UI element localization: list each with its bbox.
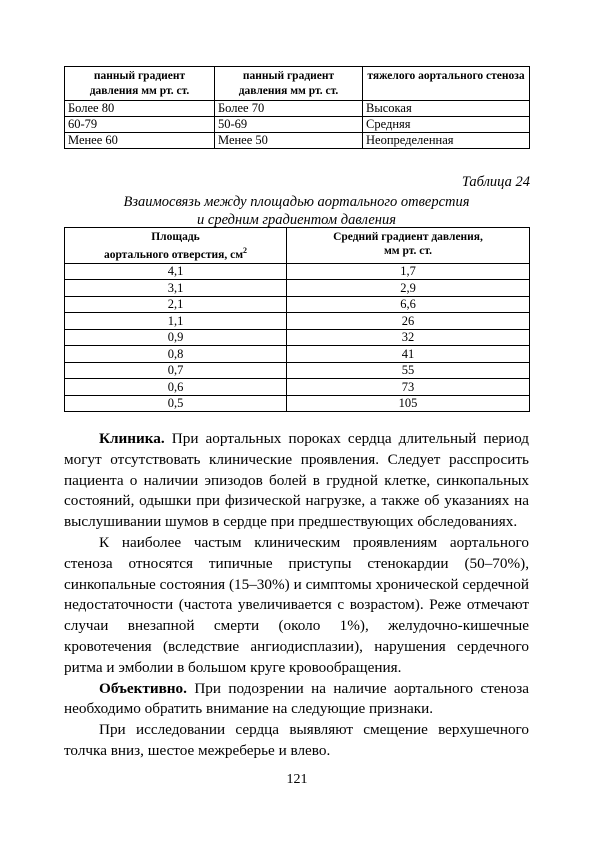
table-cell: Высокая [363, 101, 530, 117]
body-text [64, 429, 529, 762]
table-cell: 0,9 [65, 329, 287, 346]
table-cell: 0,5 [65, 395, 287, 412]
table-cell: Неопределенная [363, 133, 530, 149]
table-row [65, 296, 530, 313]
table-cell: Менее 60 [65, 133, 215, 149]
table-cell: 2,9 [287, 280, 530, 297]
table-header-cell: панный градиент давления мм рт. ст. [65, 67, 215, 101]
section-heading: Клиника. [99, 430, 165, 447]
gradient-severity-table [64, 66, 530, 149]
header-text: Площадь [151, 231, 200, 243]
table-cell: 2,1 [65, 296, 287, 313]
table-cell: 32 [287, 329, 530, 346]
table-row [65, 263, 530, 280]
table-cell: 60-79 [65, 117, 215, 133]
table-cell: 0,7 [65, 362, 287, 379]
header-text: аортального отверстия, см [103, 248, 244, 261]
table-header-cell: тяжелого аортального стеноза [363, 67, 530, 101]
paragraph-text: При подозрении на наличие аортального стеноза необходимо обратить внимание на следующие признаки. [64, 679, 529, 718]
table-title-line: Взаимосвязь между площадью аортального отверстия [123, 194, 470, 210]
table-cell: 6,6 [287, 296, 530, 313]
table-cell: 73 [287, 379, 530, 396]
table-cell: Менее 50 [215, 133, 363, 149]
table-header-row [65, 67, 530, 101]
table-cell: 0,6 [65, 379, 287, 396]
header-text: мм рт. ст. [383, 245, 433, 257]
table-cell: 105 [287, 395, 530, 412]
table-row [65, 395, 530, 412]
page-number: 121 [286, 772, 308, 787]
paragraph: При исследовании сердца выявляют смещение верхушечного толчка вниз, шестое межреберье и влево. [64, 721, 529, 759]
table-cell: 41 [287, 346, 530, 363]
paragraph-text: При аортальных пороках сердца длительный период могут отсутствовать клинические проявления. Следует расспросить пациента о наличии эпизодов болей в грудной клетке, синкопальных состояний, одышки при физической нагрузке, а также об указаниях на выслушивании шумов в сердце при предшествующих обследованиях. [64, 430, 529, 531]
table-row [65, 117, 530, 133]
header-text: Средний градиент давления, [333, 231, 483, 243]
paragraph [64, 429, 529, 533]
table-cell: Средняя [363, 117, 530, 133]
table-header-cell [287, 228, 530, 264]
header-superscript: 2 [243, 246, 248, 255]
table-cell: 3,1 [65, 280, 287, 297]
table-row [65, 329, 530, 346]
table-cell: 1,1 [65, 313, 287, 330]
table-cell: 50-69 [215, 117, 363, 133]
table-cell: 4,1 [65, 263, 287, 280]
table-row [65, 101, 530, 117]
table-label: Таблица 24 [461, 174, 530, 190]
table-row [65, 346, 530, 363]
table-title-line: и средним градиентом давления [197, 212, 396, 228]
paragraph [64, 679, 529, 721]
table-header-cell [65, 228, 287, 264]
paragraph: К наиболее частым клиническим проявлениям аортального стеноза относятся типичные приступы стенокардии (50–70%), синкопальные состояния (15–30%) и симптомы хронической сердечной недостаточности (частота увеличивается с возрастом). Реже отмечают случаи внезапной смерти (около 1%), желудочно-кишечные кровотечения (вследствие ангиодисплазии), нарушения сердечного ритма и эмболии в большом круге кровообращения. [64, 533, 529, 676]
table-cell: 0,8 [65, 346, 287, 363]
table-row [65, 313, 530, 330]
table-header-cell: панный градиент давления мм рт. ст. [215, 67, 363, 101]
table-row [65, 280, 530, 297]
table-row [65, 379, 530, 396]
table-title [64, 193, 529, 229]
area-gradient-table [64, 227, 530, 412]
table-cell: 55 [287, 362, 530, 379]
table-cell: Более 70 [215, 101, 363, 117]
table-cell: 26 [287, 313, 530, 330]
table-row [65, 133, 530, 149]
table-row [65, 362, 530, 379]
table-header-row [65, 228, 530, 264]
table-cell: Более 80 [65, 101, 215, 117]
table-cell: 1,7 [287, 263, 530, 280]
section-heading: Объективно. [99, 679, 187, 697]
